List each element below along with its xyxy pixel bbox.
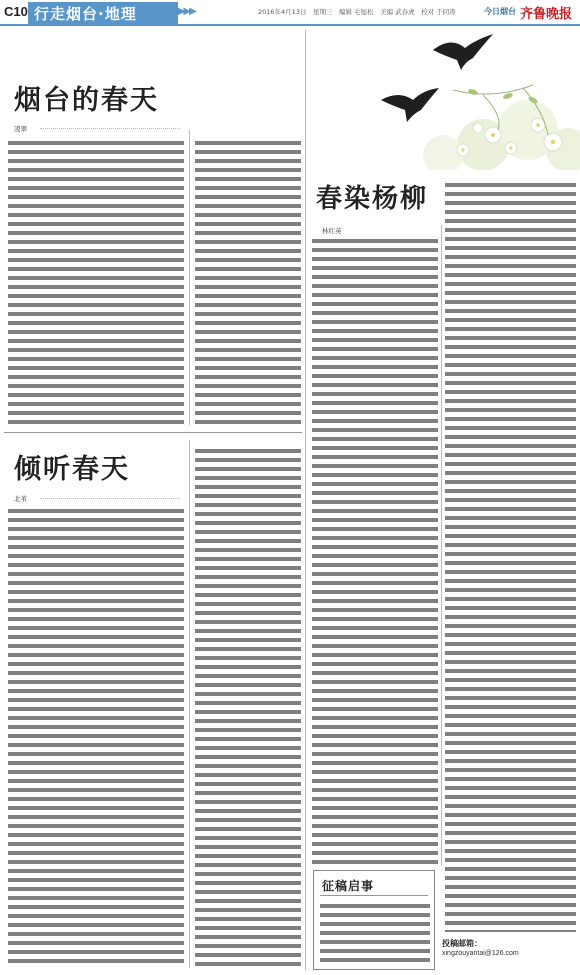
column-divider [441,225,442,865]
section-divider [305,30,306,970]
article-3-byline: 林红英 [322,227,342,235]
page-header [0,0,580,24]
edition-meta: 2016年4月13日 星期三 编辑 毛旭松 美编 武春虎 校对 于同涛 [258,8,456,16]
byline-rule [40,498,180,499]
column-divider [189,440,190,968]
article-divider [4,432,302,433]
spring-illustration [333,30,580,170]
header-rule [0,24,580,26]
section-title: 行走烟台·地理 [34,5,137,23]
article-2-body-col-1 [8,506,184,966]
article-3-body-col-1 [312,236,438,864]
article-3-title: 春染杨柳 [316,184,429,214]
byline-rule [40,128,180,129]
swallows-blossoms-image [333,30,580,170]
article-1-title: 烟台的春天 [14,85,159,116]
article-1-body-col-1 [8,138,184,428]
submission-email: xingzouyantai@126.com [442,950,519,957]
article-2-title: 倾听春天 [14,454,130,485]
column-divider [189,130,190,425]
brand-city: 今日烟台 [484,7,516,16]
arrow-icons: ▶▶▶▶ [172,6,195,17]
section-banner [28,2,178,24]
email-label: 投稿邮箱： [442,939,482,948]
notice-body [320,901,430,965]
brand-paper-logo: 齐鲁晚报 [520,7,573,22]
article-1-byline: 凌翠 [14,125,27,133]
article-3-body-col-2 [445,180,576,932]
article-1-body-col-2 [195,138,301,428]
notice-title: 征稿启事 [322,879,375,893]
article-2-byline: 北苇 [14,495,27,503]
page-number: C10 [4,4,28,19]
call-for-submissions [313,870,435,970]
article-2-body-col-2 [195,446,301,966]
notice-rule [320,895,428,896]
